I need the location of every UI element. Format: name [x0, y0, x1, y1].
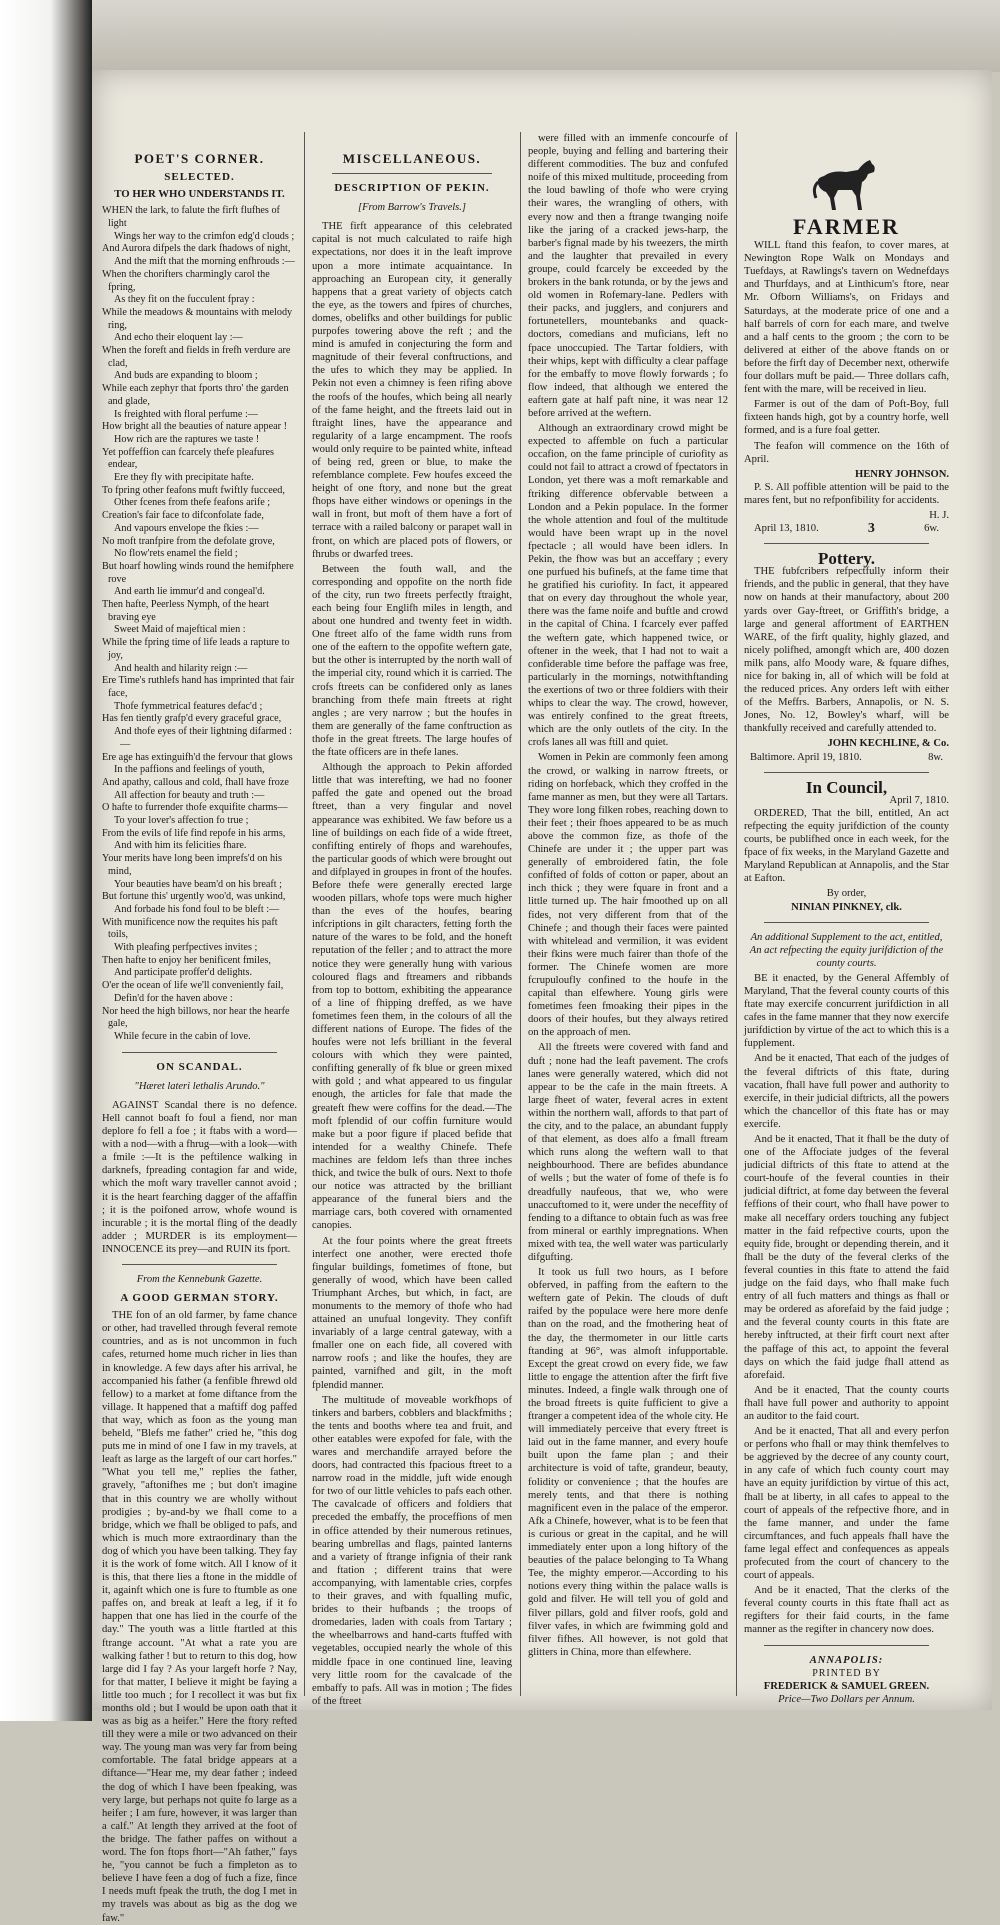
poem-line: And buds are expanding to bloom ;: [114, 370, 258, 382]
council-text: ORDERED, That the bill, entitled, An act refpecting the equity jurifdiction of the county courts, be publifhed once in each week, for the fpace of fix weeks, in the Maryland Gazette and Maryland Republican at Annapolis, and the Star at Eafton.: [744, 807, 949, 885]
farmer-mark: 3: [867, 521, 875, 537]
pekin-paragraph: were filled with an immenfe concourfe of people, buying and felling and bartering their different commodities. The buz and confufed noife of this mixed multitude, proceeding from the loud bawling of thofe who were crying their wares, the wrangling of others, with every now and then a ftrange twanging noife like the jaring of a cracked jews-harp, the barber's fignal made by his tweezers, the mirth and the laughter that prevailed in every groupe, could fcarcely be exceeded by the brokers in the bank rotunda, or by the jews and old women in Rofemary-lane. Pedlers with their packs, and jugglers, and conjurers and fortunetellers, mountebanks and quack-doctors, comedians and muficians, left no fpace unoccupied. The Tartar foldiers, with their whips, kept with difficulty a clear paffage for the embaffy to move flowly forwards ; fo flow indeed, that although we entered the eaftern gate at half paft nine, it was near 12 before arrived at the weftern.: [528, 133, 728, 419]
farmer-times: 6w.: [924, 523, 939, 535]
column-rule: [520, 132, 521, 1696]
pekin-paragraph: Although the approach to Pekin afforded little that was interefting, we had no fooner paffed the gate and opened out the broad ftreet, than a very fingular and novel appearance was exhibited. We faw before us a line of buildings on each fide of a wide ftreet, confifting entirely of fhops and warehoufes, the particular goods of which were brought out and difplayed in groupes in front of the houfes. Before thefe were generally erected large wooden pillars, whofe tops were much higher than the eves of the houfes, bearing infcriptions in gilt characters, fetting forth the nature of the wares to be fold, and the honeft reputation of the feller ; and to attract the more notice they were generally hung with various coloured flags and ftreamers and ribbands from top to bottom, exhibiting the appearance of a line of fhipping dreffed, as we have fometimes feen them, in the colours of all the different nations of Europe. The fides of the houfes were not lefs brilliant in the feveral colours with which they were painted, confifting generally of fk blue or green mixed with gold ; and what appeared to us fingular enough, the articles for fale that made the greateft fhew were coffins for the dead.—The moft fplendid of our coffin furniture would make but a poor figure if placed befide that intended for a wealthy Chinefe. Thefe machines are feldom lefs than three inches thick, and twice the bulk of ours. Next to thofe our notice was attracted by the brilliant appearance of the funeral biers and the marriage cars, both covered with ornamented canopies.: [312, 762, 512, 1232]
farmer-ps: P. S. All poffible attention will be paid to the mares fent, but no refponfibility for accidents.: [744, 481, 949, 506]
divider: [764, 1645, 929, 1646]
council-signed: NINIAN PINKNEY, clk.: [791, 901, 902, 913]
pekin-paragraph: At the four points where the great ftreets interfect one another, were erected thofe fingular buildings, fometimes of ftone, but generally of wood, which have been called Triumphant Arches, but which, in fact, are monuments to the memory of thofe who had attained an unufual longevity. They confift invariably of a large central gateway, with a fmaller one on each fide, all covered with narrow roofs ; and like the houfes, they are painted, varnifhed and gilt, in the moft fplendid manner.: [312, 1235, 512, 1391]
imprint-city: ANNAPOLIS:: [809, 1654, 884, 1666]
poem-line: And health and hilarity reign :—: [114, 662, 248, 674]
pekin-paragraph: It took us full two hours, as I before obferved, in paffing from the eaftern to the weftern gate of Pekin. The clouds of duft raifed by the populace were here more denfe than on the road, and the fmothering heat of the day, the thermometer in our little carts ftanding at 96°, was almoft infupportable. Except the great crowd on every fide, we faw little to engage the attention after the firft five minutes. Indeed, a fingle walk through one of the broad ftreets is quite fufficient to give a ftranger a competent idea of the whole city. He will immediately perceive that every ftreet is laid out in the fame manner, and every houfe built upon the fame plan ; and their architecture is void of tafte, grandeur, beauty, folidity or convenience ; that the houfes are merely tents, and that there is nothing magnificent even in the palace of the emperor. Afk a Chinefe, however, what is to be feen that is curious or great in the capital, and he will immediately enter upon a long hiftory of the beauties of the palace belonging to Ta Whang Tee, the mighty emperor.—According to his notions every thing within the palace walls is gold and filver. He will tell you of gold and filver pillars, gold and filver roofs, gold and filver vafes, in which are fwimming gold and filver fifhes. All however, is not gold that glitters in China, more than elfewhere.: [528, 1267, 728, 1658]
supplement-title: An additional Supplement to the act, entitled, An act refpecting the equity jurifdiction of the county courts.: [749, 931, 944, 969]
poem-line: And the mift that the morning enfhrouds :—: [114, 256, 295, 268]
pekin-source: [From Barrow's Travels.]: [358, 202, 466, 214]
column-advertisements: [744, 150, 949, 1705]
poem-line: And forbade his fond foul to be bleft :—: [114, 903, 280, 915]
supplement-paragraph: BE it enacted, by the General Affembly of Maryland, That the feveral county courts of this ftate may exercife concurrent jurifdiction in all cafes in the fame manner that they now exercife jurifdiction by virtue of the act to which this is a fupplement.: [744, 972, 949, 1050]
divider: [122, 1264, 277, 1265]
farmer-initials: H. J.: [929, 509, 949, 521]
council-title: In Council,: [805, 777, 888, 797]
column-rule: [304, 132, 305, 1696]
farmer-text: WILL ftand this feafon, to cover mares, at Newington Rope Walk on Mondays and Tuefdays, at Rawlings's tavern on Wednefdays and Thurfdays, and at Linthicum's ftore, near Mr. Ofborn Williams's, on Fridays and Saturdays, at the moderate price of one and a half barrels of corn for each mare, and twelve and a half cents to the groom ; the corn to be delivered at either of the above ftands on or before the firft day of December next, otherwife four dollars muft be paid.— Three dollars cafh, fent with the mare, will be received in lieu.: [744, 240, 949, 396]
poem-line: Creation's fair face to difconfolate fade,: [102, 510, 264, 522]
council-by: By order,: [826, 888, 867, 900]
pottery-date: Baltimore. April 19, 1810.: [750, 751, 862, 763]
divider: [764, 922, 929, 923]
poem-line: And apathy, callous and cold, fhall have froze: [102, 776, 289, 788]
horse-icon: [812, 156, 882, 214]
pekin-paragraph: THE firft appearance of this celebrated capital is not much calculated to raife high expectations, nor does it in the leaft improve upon a more intimate acquaintance. In approaching an European city, it generally happens that a great variety of objects catch the eye, as the towers and fpires of churches, domes, obelifks and other buildings for public purpofes towering above the reft ; and the mind is amufed in conjecturing the form and magnitude of their feveral conftructions, and the ufes to which they may be applied. In Pekin not even a chimney is feen rifing above the roofs of the houfes, which being all nearly of the fame height, and the ftreets laid out in ftraight lines, have the appearance and regularity of a large encampment. The roofs would only require to be painted white, inftead of being red, green or blue, to make the refemblance complete. Few houfes exceed the height of one ftory, and none but the great fhops have either windows or openings in the wall in front, but moft of them have a fort of terrace with a railed balcony or parapet wall in front, on which are placed pots of flowers, or fhrubs or dwarfed trees.: [312, 221, 512, 560]
supplement-paragraph: And be it enacted, That each of the judges of the feveral diftricts of this ftate, during vacation, fhall have full power and authority to exercife, in their judicial diftricts, all the powers which the chancellor of this ftate has or may exercife.: [744, 1053, 949, 1130]
council-date: April 7, 1810.: [889, 794, 949, 806]
imprint-name: FREDERICK & SAMUEL GREEN.: [763, 1680, 930, 1692]
poem-line: From the evils of life find repofe in his arms,: [102, 827, 286, 839]
poem-line: To your lover's affection fo true ;: [114, 815, 249, 827]
divider: [764, 772, 929, 773]
scandal-text: AGAINST Scandal there is no defence. Hell cannot boaft fo foul a fiend, nor man deplore fo fell a foe ; it ftabs with a word—with a nod—with a fhrug—with a look—with a fmile :—It is the peftilence walking in darknefs, fpreading contagion far and wide, which the moft wary traveller cannot avoid ; it is the heart fearching dagger of the affaffin ; it is the poifoned arrow, whofe wound is incurable ; it is the mortal fling of the deadly adder ; MURDER is its employment—INNOCENCE its prey—and RUIN its fport.: [102, 1099, 297, 1255]
divider: [764, 543, 929, 544]
pottery-dateline: [744, 751, 949, 764]
pekin-body: [312, 220, 512, 1708]
poem-line: Defin'd for the haven above :: [114, 992, 233, 1004]
imprint-price: Price—Two Dollars per Annum.: [778, 1693, 915, 1705]
poem-line: Then hafte, Peerless Nymph, of the heart braving eye: [102, 599, 269, 623]
poem-line: Then hafte to enjoy her benificent fmiles,: [102, 954, 271, 966]
poem-line: All affection for beauty and truth :—: [114, 789, 265, 801]
poem-line: Your beauties have beam'd on his breaft ;: [114, 878, 283, 890]
poem-line: With pleafing perfpectives invites ;: [114, 942, 258, 954]
poem-line: While the fpring time of life leads a rapture to joy,: [102, 637, 290, 661]
pottery-title: Pottery.: [817, 549, 876, 569]
pekin-continued-body: [528, 132, 728, 1659]
farmer-season: The feafon will commence on the 16th of April.: [744, 440, 949, 465]
pekin-paragraph: The multitude of moveable workfhops of tinkers and barbers, cobblers and blackfmiths ; the tents and booths where tea and fruit, and other eatables were expofed for fale, with the wares and merchandife arrayed before the doors, had contracted this fpacious ftreet to a narrow road in the middle, juft wide enough for two of our little vehicles to pafs each other. The cavalcade of officers and foldiers that preceded the embaffy, the proceffions of men in office attended by their numerous retinues, bearing umbrellas and flags, painted lanterns and a variety of ftrange infignia of their rank and ftation ; different trains that were accompanying, with lamentable cries, corpfes to their graves, and with fqualling mufic, brides to their hufbands ; the troops of dromedaries, laden with coals from Tartary ; the wheelbarrows and hand-carts ftuffed with vegetables, occupied nearly the whole of this middle fpace in one continued line, leaving very little room for the cavalcade of the embaffy to pafs. All was in motion ; The fides of the ftreet: [312, 1394, 512, 1707]
poem-line: And participate proffer'd delights.: [114, 967, 253, 979]
gazette-source: From the Kennebunk Gazette.: [136, 1274, 263, 1285]
farmer-date: April 13, 1810.: [754, 523, 819, 535]
poem-line: To fpring other feafons muft fwiftly fucceed,: [102, 484, 285, 496]
poem-line: Ere Time's ruthlefs hand has imprinted that fair face,: [102, 675, 295, 699]
poem-line: When the chorifters charmingly carol the fpring,: [102, 268, 270, 293]
poem-line: And Aurora difpels the dark fhadows of night,: [102, 243, 291, 255]
column-miscellaneous: [312, 140, 512, 1707]
poem-line: O'er the ocean of life we'll conveniently fail,: [102, 980, 284, 992]
poem-line: Thofe fymmetrical features defac'd ;: [114, 700, 263, 712]
selected-label: SELECTED.: [164, 171, 235, 184]
farmer-dateline: [744, 522, 949, 535]
pekin-paragraph: Although an extraordinary crowd might be expected to affemble on fuch a particular occafion, on the fame principle of curiofity as could not fail to attract a crowd of fpectators in London, yet there was a moft remarkable and ftriking difference obfervable between a London and a Pekin populace. In the former the whole attention and foul of the multitude would have been wrapt up in the novel fpectacle ; all would have been idlers. In Pekin, the fhow was but an acceffary ; every one purfued his bufinefs, at the fame time that he gratified his curiofity. In fact, it appeared that on every day throughout the whole year, there was the fame noife and buftle and crowd in the capital of China. I fcarcely ever paffed the weftern gate, which happened twice, or oftener in the week, that I had not to wait a confiderable time before the paffage was free, particularly in the mornings, notwithftanding the exertions of two or three foldiers with their whips to clear the way. The crowd, however, was entirely confined to the great ftreets, which are the only outlets of the city. In the crofs lanes all was ftill and quiet.: [528, 423, 728, 749]
column-rule: [736, 132, 737, 1696]
story-paragraph: THE fon of an old farmer, by fame chance or other, had travelled through feveral remote countries, and as is not uncommon in fuch cafes, returned home much richer in lies than in knowledge. A few days after his arrival, he accompanied his father (a fenfible fhrewd old fellow) to a market at fome diftance from the village. It happened that a maftiff dog paffed that way, which as foon as the young man beheld, "Blefs me father" cried he, "this dog puts me in mind of one I faw in my travels, at leaft as large as the largeft of our cart horfes." "What you tell me," replies the father, gravely, "aftonifhes me ; but don't imagine that in this country we are wholly without prodigies ; by-and-by we fhall come to a bridge, which we fhall be obliged to pafs, and which is much more extraordinary than the dog of which you have been talking. They fay it is the work of fome witch. All I know of it is this, that there lies a ftone in the middle of it, againft which one is fure to ftumble as one paffes on, and break at leaft a leg, if it fo happen that one has lied in the courfe of the day." The youth was a little ftartled at this ftrange account. "At what a rate you are walking father ! but to return to this dog, how large did I fay ? As your largeft horfe ? Nay, for that matter, I believe it might be faying a little too much ; for I recollect it was but fix months old ; but I would be upon oath that it was as big as a heifer." Here the ftory refted till they were a mile or two advanced on their way. The young man was very far from being comfortable. The fatal bridge appears at a diftance—"Hear me, my dear father ; indeed the dog of which I have been fpeaking, was very large, but perhaps not quite fo large as a heifer ; I am fure, however, it was larger than a calf." At length they arrived at the foot of the bridge. The father paffes on without a word. The fon ftops fhort—"Ah father," fays he, "you cannot be fuch a fimpleton as to believe I have feen a dog of fuch a fize, fince I needs muft fpeak the truth, the dog I met in my travels was about as big as the dog we faw.": [102, 1310, 297, 1924]
page-left-edge: [0, 0, 92, 1721]
farmer-owner: HENRY JOHNSON.: [855, 468, 949, 480]
poem-line: O hafte to furrender thofe exquifite charms—: [102, 802, 288, 814]
poem-line: And echo their eloquent lay :—: [114, 332, 243, 344]
pekin-paragraph: Between the fouth wall, and the corresponding and oppofite on the north fide of the city, run two ftreets perfectly ftraight, each being four Englifh miles in length, and about one hundred and twenty feet in width. One ftreet alfo of the fame width runs from one of the eaftern to the oppofite weftern gate, but the other is interrupted by the north wall of the imperial city, round which it is carried. The crofs ftreets can be confidered only as lanes branching from thefe main ftreets at right angles ; are very narrow ; but the houfes in them are generally of the fame conftruction as thofe in the great ftreets. The large houfes of the ftate officers are in thefe lanes.: [312, 563, 512, 759]
column-poets-corner: [102, 140, 297, 1924]
poem-line: Has fen tiently grafp'd every graceful grace,: [102, 713, 282, 725]
poem-line: Other fcenes from thefe feafons arife ;: [114, 497, 271, 509]
poem-line: As they fit on the fucculent fpray :: [114, 294, 255, 306]
imprint-printed: PRINTED BY: [812, 1667, 881, 1679]
newspaper-page: [92, 70, 992, 1924]
poem-line: In the paffions and feelings of youth,: [114, 764, 265, 776]
poem-line: While fecure in the cabin of love.: [114, 1030, 251, 1042]
poem-line: How bright all the beauties of nature appear !: [102, 421, 288, 433]
poem-line: Your merits have long been imprefs'd on his mind,: [102, 853, 282, 877]
poem-line: Nor heed the high billows, nor hear the hearfe gale,: [102, 1005, 290, 1030]
poem-line: Ere age has extinguifh'd the fervour that glows: [102, 751, 293, 763]
scandal-title: ON SCANDAL.: [156, 1060, 243, 1073]
poem-line: And thofe eyes of their lightning difarmed :—: [114, 726, 292, 750]
poem-line: And vapours envelope the fkies :—: [114, 522, 259, 534]
poem-line: Yet poffeffion can fcarcely thefe pleafures endear,: [102, 446, 274, 471]
poem-line: No flow'rets enamel the field ;: [114, 548, 238, 560]
divider: [122, 1052, 277, 1053]
story-title: A GOOD GERMAN STORY.: [120, 1292, 279, 1305]
poem-line: Ere they fly with precipitate hafte.: [114, 472, 254, 484]
miscellaneous-heading: MISCELLANEOUS.: [342, 151, 482, 166]
pottery-signed: JOHN KECHLINE, & Co.: [827, 738, 949, 750]
poem-line: While each zephyr that fports thro' the garden and glade,: [102, 383, 289, 407]
poem-body: [102, 205, 297, 1043]
pottery-text: THE fubfcribers refpectfully inform their friends, and the public in general, that they have now on hands at their manufactory, about 200 yards over Gay-ftreet, or Griffith's bridge, a large and general affortment of EARTHEN WARE, of the firft quality, highly glazed, and nicely polifhed, amongft which are, 400 dozen milk pans, alfo Moody ware, & fquare difhes, nice for baking in, all of which will be fold at the reduced prices. Any orders left with either of the Meffrs. Barbers, Annapolis, or N. S. Jones, No. 12, Bowley's wharf, will be thankfully received and carefully attended to.: [744, 566, 949, 735]
poem-line: And earth lie immur'd and congeal'd.: [114, 586, 265, 598]
poem-line: And with him its felicities fhare.: [114, 840, 247, 852]
farmer-title: FARMER: [793, 214, 900, 239]
poets-corner-heading: POET'S CORNER.: [134, 151, 265, 166]
page-top-edge: [0, 0, 1000, 72]
pekin-paragraph: All the ftreets were covered with fand and duft ; none had the leaft pavement. The crofs lanes were generally watered, which did not appear to be the cafe in the main ftreets. A large fheet of water, feveral acres in extent within the northern wall, affords to that part of the city, and to the palace, an abundant fupply of that element, as does alfo a fmall ftream which runs along the weftern wall to that neighbourhood. There are befides abundance of wells ; but the water of fome of thefe is fo dreadfully naufeous, that we, who were unaccuftomed to it, were under the neceffity of fending to a diftance to obtain fuch as was free from mineral or earthly impregnations. When mixed with tea, the well water was particularly difgufting.: [528, 1042, 728, 1263]
poem-line: How rich are the raptures we taste !: [114, 433, 260, 445]
poem-line: But fortune this' urgently woo'd, was unkind,: [102, 891, 286, 903]
divider: [332, 173, 492, 174]
poem-line: With munificence now the requites his paft toils,: [102, 916, 278, 941]
pekin-paragraph: Women in Pekin are commonly feen among the crowd, or walking in narrow ftreets, or riding on horfeback, which they croffed in the fame manner as men, but they were all Tartars. They wore long filken robes, reaching down to their feet ; their fhoes appeared to be as much above the common fize, as thofe of the Chinefe are under it ; the upper part was generally of embroidered fatin, the fole confifted of folds of cotton or paper, about an inch thick ; they were fquare in front and a little turned up. The hair fmoothed up on all fides, not very different from that of the Chinefe ; and though their faces were painted with whitelead and vermilion, it was evident their fkins were much fairer than thofe of the former. The Chinefe women are more fcrupuloufly confined to the houfe in the capital than elfewhere. Young girls were fometimes feen fmoaking their pipes in the doors of their houfes, but they always retired on the approach of men.: [528, 752, 728, 1039]
farmer-pedigree: Farmer is out of the dam of Poft-Boy, full fixteen hands high, got by a country horfe, well formed, and is a fure foal getter.: [744, 399, 949, 437]
poem-line: When the foreft and fields in frefh verdure are clad,: [102, 345, 291, 369]
poem-line: Sweet Maid of majeftical mien :: [114, 624, 246, 636]
poem-title: TO HER WHO UNDERSTANDS IT.: [114, 188, 285, 201]
supplement-body: [744, 972, 949, 1637]
story-body: [102, 1309, 297, 1924]
poem-line: WHEN the lark, to falute the firft flufhes of light: [102, 205, 280, 229]
supplement-paragraph: And be it enacted, That the county courts fhall have full power and authority to appoint an auditor to the faid court.: [744, 1384, 949, 1422]
supplement-paragraph: And be it enacted, That it fhall be the duty of one of the Affociate judges of the feveral judicial diftricts of this ftate to attend at the court-houfe of the feveral counties in their judicial diftrict, at fome day between the feveral feffions of their court, who fhall have power to make all neceffary orders touching any fubject matter in the faid refpective courts, upon the equity fide, brought or depending therein, and it fhall be the duty of the feveral clerks of the feveral counties in this ftate to attend the faid judge on the faid days, who fhall make fuch entry of all fuch matters and things as fhall or may be ordered as aforefaid by the faid judge ; and the feveral county courts in this ftate are hereby inftructed, at their firft court next after the paffage of this act, to appoint the feveral days on which the faid judge fhall attend as aforefaid.: [744, 1134, 949, 1381]
column-pekin-continued: [528, 132, 728, 1692]
poem-line: Wings her way to the crimfon edg'd clouds ;: [114, 230, 295, 242]
pottery-times: 8w.: [928, 751, 943, 763]
scandal-motto: "Hæret lateri lethalis Arundo.": [134, 1080, 265, 1092]
supplement-paragraph: And be it enacted, That the clerks of the feveral county courts in this ftate fhall act as regifters for their faid courts, in the fame manner as the regifter in chancery now does.: [744, 1585, 949, 1636]
supplement-paragraph: And be it enacted, That all and every perfon or perfons who fhall or may think themfelves to be aggrieved by the decree of any county court, in any cafe of which fuch county court may have an equity jurifdiction by virtue of this act, fhall be at liberty, in all cafes to appeal to the court of appeals of the refpective fhore, and in the fame manner, and under the fame circumftances, and fuch appeals fhall have the fame legal effect and confequences as appeals profecuted from the court of chancery to the court of appeals.: [744, 1426, 949, 1582]
poem-line: No moft tranfpire from the defolate grove,: [102, 535, 275, 547]
pekin-title: DESCRIPTION OF PEKIN.: [334, 182, 490, 195]
poem-line: While the meadows & mountains with melody ring,: [102, 306, 293, 331]
poem-line: But hoarf howling winds round the hemifphere rove: [102, 560, 294, 585]
poem-line: Is freighted with floral perfume :—: [114, 408, 258, 420]
